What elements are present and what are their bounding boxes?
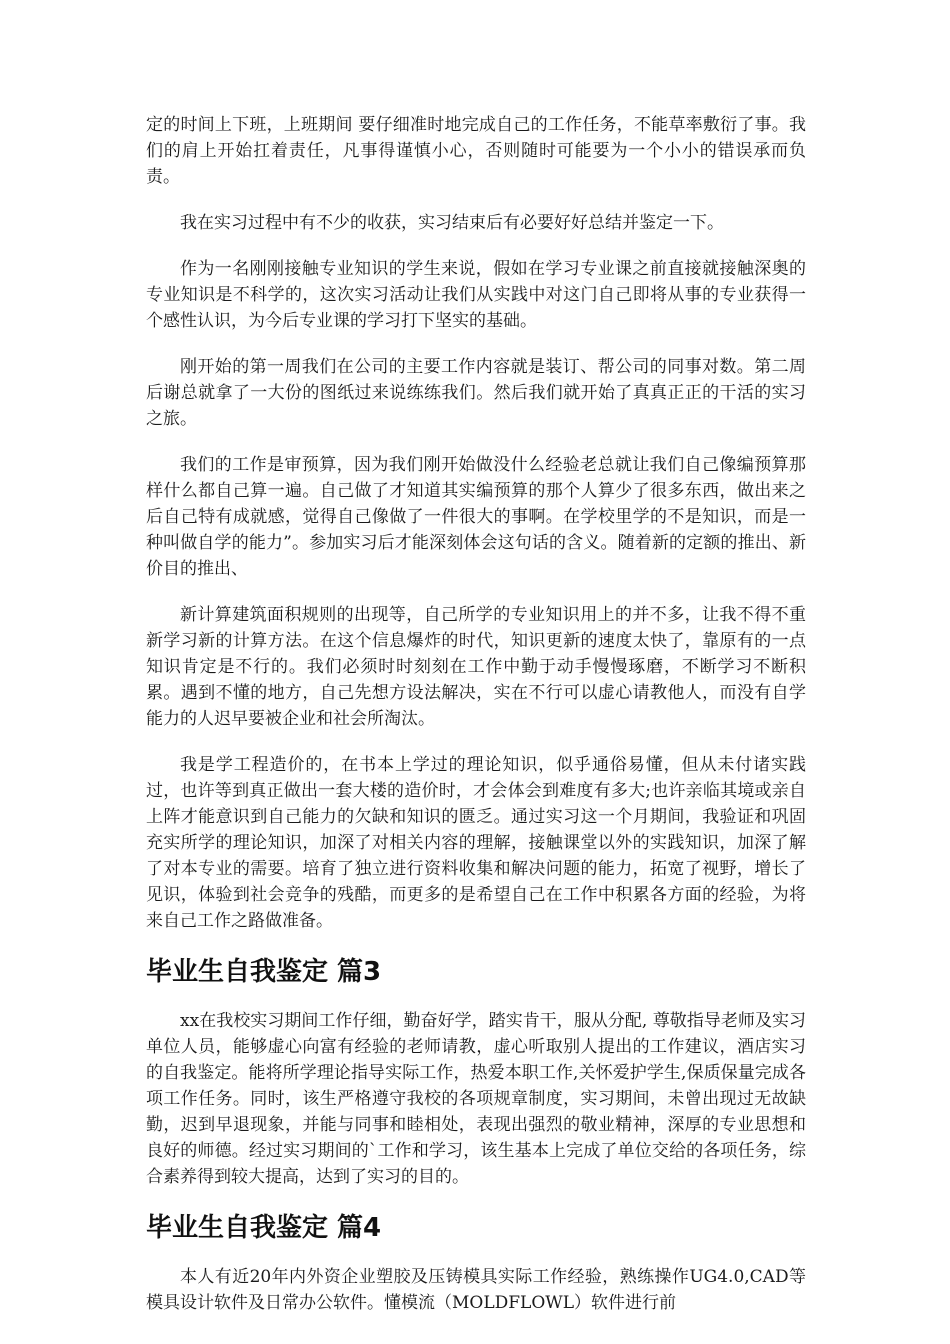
paragraph: 我在实习过程中有不少的收获，实习结束后有必要好好总结并鉴定一下。 bbox=[180, 213, 724, 233]
section-4-paragraph: 本人有近20年内外资企业塑胶及压铸模具实际工作经验，熟练操作UG4.0,CAD等模具设计软件及日常办公软件。懂模流（MOLDFLOWL）软件进行前 bbox=[146, 1267, 806, 1313]
section-3-paragraph: xx在我校实习期间工作仔细，勤奋好学，踏实肯干，服从分配, 尊敬指导老师及实习单位人员，能够虚心向富有经验的老师请教，虚心听取别人提出的工作建议，酒店实习的自我鉴定。能将所学理论指导实际工作，热爱本职工作,关怀爱护学生,保质保量完成各项工作任务。同时，该生严格遵守我校的各项规章制度，实习期间，未曾出现过无故缺勤，迟到早退现象，并能与同事和睦相处，表现出强烈的敬业精神，深厚的专业思想和良好的师德。经过实习期间的`工作和学习，该生基本上完成了单位交给的各项任务，综合素养得到较大提高，达到了实习的目的。 bbox=[146, 1011, 806, 1187]
document-page bbox=[146, 112, 806, 1336]
paragraph: 刚开始的第一周我们在公司的主要工作内容就是装订、帮公司的同事对数。第二周后谢总就拿了一大份的图纸过来说练练我们。然后我们就开始了真真正正的干活的实习之旅。 bbox=[146, 357, 806, 429]
section-heading-4: 毕业生自我鉴定 篇4 bbox=[146, 1213, 382, 1243]
section-heading-3: 毕业生自我鉴定 篇3 bbox=[146, 957, 382, 987]
paragraph: 我是学工程造价的，在书本上学过的理论知识，似乎通俗易懂，但从未付诸实践过，也许等到真正做出一套大楼的造价时，才会体会到难度有多大;也许亲临其境或亲自上阵才能意识到自己能力的欠缺和知识的匮乏。通过实习这一个月期间，我验证和巩固充实所学的理论知识，加深了对相关内容的理解，接触课堂以外的实践知识，加深了解了对本专业的需要。培育了独立进行资料收集和解决问题的能力，拓宽了视野，增长了见识，体验到社会竞争的残酷，而更多的是希望自己在工作中积累各方面的经验，为将来自己工作之路做准备。 bbox=[146, 755, 806, 931]
paragraph: 新计算建筑面积规则的出现等，自己所学的专业知识用上的并不多，让我不得不重新学习新的计算方法。在这个信息爆炸的时代，知识更新的速度太快了，靠原有的一点知识肯定是不行的。我们必须时时刻刻在工作中勤于动手慢慢琢磨，不断学习不断积累。遇到不懂的地方，自己先想方设法解决，实在不行可以虚心请教他人，而没有自学能力的人迟早要被企业和社会所淘汰。 bbox=[146, 605, 806, 729]
paragraph: 我们的工作是审预算，因为我们刚开始做没什么经验老总就让我们自己像编预算那样什么都自己算一遍。自己做了才知道其实编预算的那个人算少了很多东西，做出来之后自己特有成就感，觉得自己像做了一件很大的事啊。在学校里学的不是知识，而是一种叫做自学的能力”。参加实习后才能深刻体会这句话的含义。随着新的定额的推出、新价目的推出、 bbox=[146, 455, 806, 579]
paragraph: 作为一名刚刚接触专业知识的学生来说，假如在学习专业课之前直接就接触深奥的专业知识是不科学的，这次实习活动让我们从实践中对这门自己即将从事的专业获得一个感性认识，为今后专业课的学习打下坚实的基础。 bbox=[146, 259, 806, 331]
paragraph-continued: 定的时间上下班，上班期间 要仔细准时地完成自己的工作任务，不能草率敷衍了事。我们的肩上开始扛着责任，凡事得谨慎小心，否则随时可能要为一个小小的错误承而负责。 bbox=[146, 115, 806, 187]
